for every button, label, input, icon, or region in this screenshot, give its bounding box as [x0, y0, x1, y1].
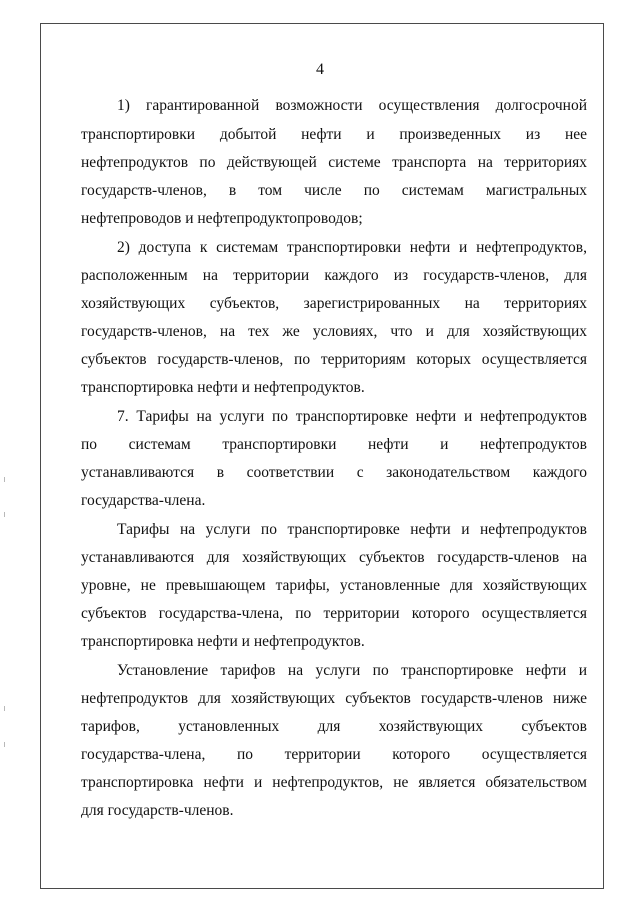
- text-line: государства-члена.: [81, 492, 206, 509]
- text-line: для государств-членов.: [81, 802, 234, 819]
- text-line: 1) гарантированной возможности осуществления долгосрочной: [117, 97, 587, 114]
- text-line: расположенным на территории каждого из государств-членов, для: [81, 267, 587, 284]
- text-line: государств-членов, на тех же условиях, что и для хозяйствующих: [81, 323, 587, 340]
- text-line: транспортировки добытой нефти и произведенных из нее: [81, 126, 587, 143]
- text-line: тарифов, установленных для хозяйствующих субъектов: [81, 718, 587, 735]
- text-line: транспортировка нефти и нефтепродуктов.: [81, 379, 365, 396]
- text-line: по системам транспортировки нефти и нефтепродуктов: [81, 436, 587, 453]
- scan-mark: [4, 706, 5, 711]
- text-line: транспортировка нефти и нефтепродуктов.: [81, 633, 365, 650]
- text-line: Установление тарифов на услуги по транспортировке нефти и: [117, 662, 587, 679]
- text-line: нефтепродуктов по действующей системе транспорта на территориях: [81, 154, 587, 171]
- scan-mark: [4, 512, 5, 517]
- scan-mark: [4, 477, 5, 482]
- text-line: 7. Тарифы на услуги по транспортировке нефти и нефтепродуктов: [117, 408, 587, 425]
- text-line: субъектов государства-члена, по территории которого осуществляется: [81, 605, 587, 622]
- text-line: государств-членов, в том числе по системам магистральных: [81, 182, 587, 199]
- page-number: 4: [316, 61, 324, 78]
- text-line: Тарифы на услуги по транспортировке нефти и нефтепродуктов: [117, 521, 587, 538]
- text-line: нефтепроводов и нефтепродуктопроводов;: [81, 210, 363, 227]
- text-line: уровне, не превышающем тарифы, установленные для хозяйствующих: [81, 577, 587, 594]
- scan-mark: [4, 742, 5, 747]
- text-line: нефтепродуктов для хозяйствующих субъектов государств-членов ниже: [81, 690, 587, 707]
- text-line: транспортировка нефти и нефтепродуктов, не является обязательством: [81, 774, 587, 791]
- text-line: 2) доступа к системам транспортировки нефти и нефтепродуктов,: [117, 239, 587, 256]
- text-line: устанавливаются для хозяйствующих субъектов государств-членов на: [81, 549, 587, 566]
- text-line: устанавливаются в соответствии с законодательством каждого: [81, 464, 587, 481]
- text-line: субъектов государств-членов, по территориям которых осуществляется: [81, 351, 587, 368]
- text-line: государства-члена, по территории которого осуществляется: [81, 746, 587, 763]
- text-line: хозяйствующих субъектов, зарегистрированных на территориях: [81, 295, 587, 312]
